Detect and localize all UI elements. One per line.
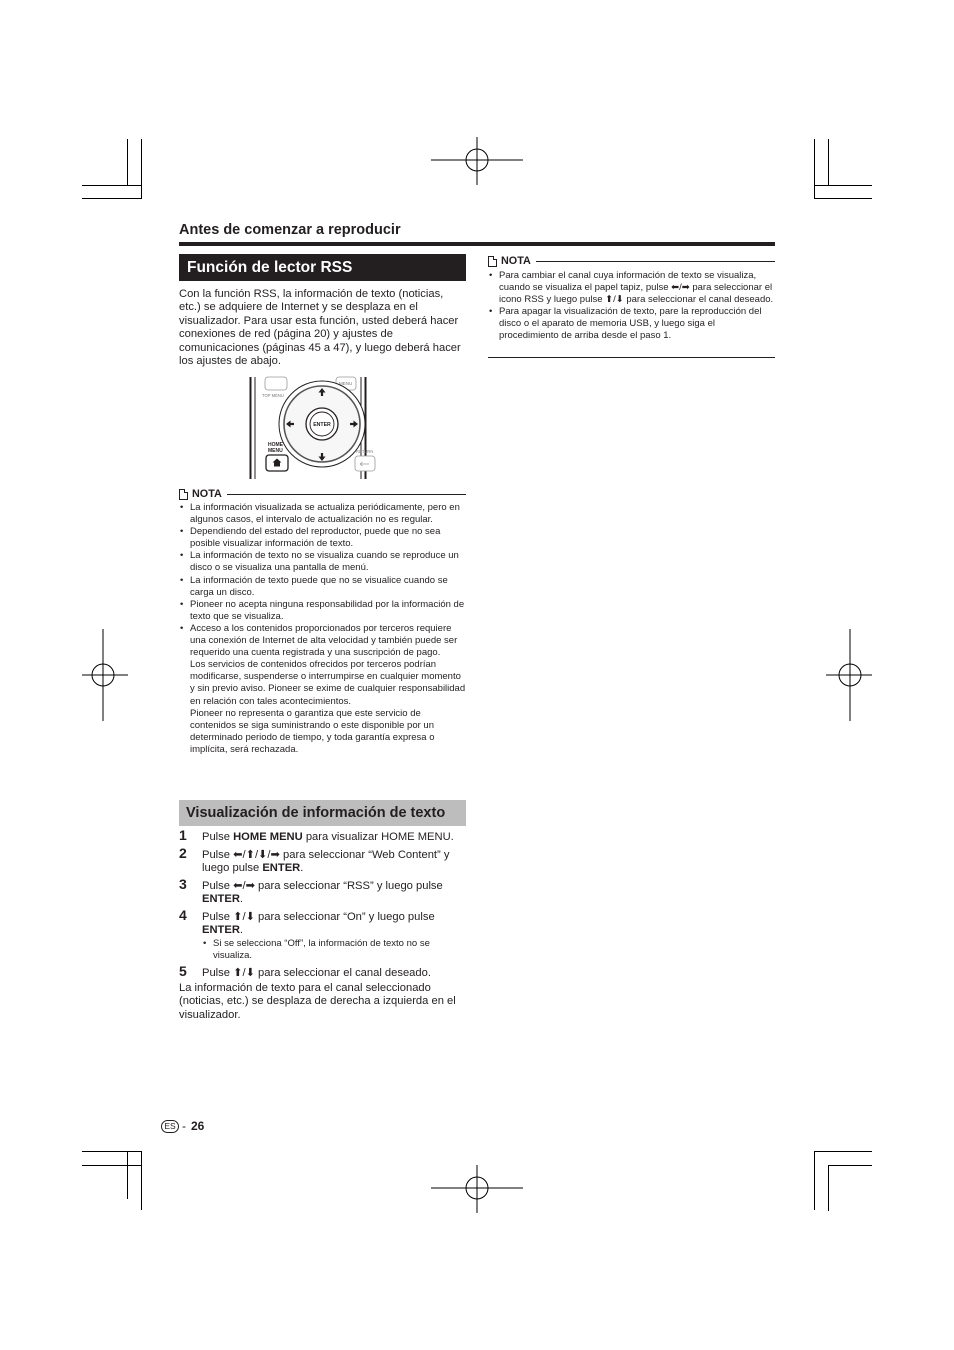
step-text-part: Pulse ⬅/⬆/⬇/➡ para seleccionar “Web Content” y luego pulse xyxy=(202,849,450,874)
step-text xyxy=(202,880,443,905)
remote-control-illustration xyxy=(249,377,374,479)
registration-mark-top xyxy=(431,137,523,185)
step-text-part: Pulse ⬆/⬇ para seleccionar el canal deseado. xyxy=(202,967,431,979)
rss-title: Función de lector RSS xyxy=(179,254,466,281)
enter-label: ENTER xyxy=(313,422,331,428)
step-text xyxy=(202,831,454,843)
language-badge: ES xyxy=(161,1120,179,1133)
section-rule xyxy=(179,242,775,246)
nota-left-rule xyxy=(227,494,466,495)
step-number: 5 xyxy=(179,963,187,979)
return-button xyxy=(355,456,375,471)
step-text-part: . xyxy=(239,893,244,905)
step-number: 1 xyxy=(179,827,187,843)
step-note: • Si se selecciona “Off”, la información de texto no se visualiza. xyxy=(202,938,466,962)
list-item: • Para cambiar el canal cuya información de texto se visualiza, cuando se visualiza el papel tapiz, pulse ⬅/➡ para seleccionar el icono RSS y luego pulse ⬆/⬇ para seleccionar el canal deseado. xyxy=(488,270,775,306)
top-menu-button xyxy=(265,377,287,390)
list-item: • Para apagar la visualización de texto, pare la reproducción del disco o el aparato de memoria USB, y luego siga el procedimiento de arriba desde el paso 1. xyxy=(488,306,775,342)
display-title: Visualización de información de texto xyxy=(179,800,466,826)
nota-left-title: NOTA xyxy=(192,488,222,500)
note-icon xyxy=(488,256,497,267)
step-number: 3 xyxy=(179,876,187,892)
list-item: • La información visualizada se actualiza periódicamente, pero en algunos casos, el intervalo de actualización no es regular. xyxy=(179,502,466,526)
steps-list xyxy=(179,827,466,1022)
step-text-part: Pulse ⬆/⬇ para seleccionar “On” y luego pulse xyxy=(202,911,435,923)
nota-right xyxy=(488,255,775,343)
list-item: • La información de texto no se visualiza cuando se reproduce un disco o se visualiza una pantalla de menú. xyxy=(179,550,466,574)
step-2 xyxy=(179,845,466,875)
registration-mark-right xyxy=(826,629,872,721)
registration-mark-left xyxy=(82,629,128,721)
top-menu-label: TOP MENU xyxy=(262,393,284,398)
page-number-value: 26 xyxy=(191,1119,205,1133)
step-text-bold: ENTER xyxy=(202,893,240,905)
nota-left-header xyxy=(179,488,466,500)
rss-intro: Con la función RSS, la información de texto (noticias, etc.) se adquiere de Internet y se desplaza en el visualizador. Para usar esta función, usted deberá hacer conexiones de red (página 20) y ajustes de comunicaciones (páginas 45 a 47), y luego deberá hacer los ajustes de abajo. xyxy=(179,288,461,368)
step-text-part: Pulse ⬅/➡ para seleccionar “RSS” y luego pulse xyxy=(202,880,443,892)
registration-mark-bottom xyxy=(431,1165,523,1213)
note-icon xyxy=(179,489,188,500)
step-text xyxy=(202,849,449,874)
home-menu-label-1: HOME xyxy=(268,442,283,448)
step-text-bold: ENTER xyxy=(202,924,240,936)
step-text-part: Pulse xyxy=(202,831,234,843)
page-separator: - xyxy=(182,1119,186,1133)
list-item: Los servicios de contenidos ofrecidos por terceros podrían modificarse, suspenderse o interrumpirse en cualquier momento y sin previo aviso. Pioneer se exime de cualquier responsabilidad en relación con tales acontecimientos. xyxy=(190,659,466,707)
step-text xyxy=(202,967,431,979)
step-text-bold: HOME MENU xyxy=(233,831,303,843)
menu-label: MENU xyxy=(339,381,353,386)
list-item: • Dependiendo del estado del reproductor, puede que no sea posible visualizar información de texto. xyxy=(179,526,466,550)
nota-right-bottom-rule xyxy=(488,357,775,358)
nota-right-list xyxy=(488,270,775,343)
step-text-part: . xyxy=(239,924,244,936)
step-3 xyxy=(179,876,466,906)
return-label: RETURN xyxy=(356,449,374,454)
list-item: Pioneer no representa o garantiza que este servicio de contenidos se siga suministrando o este disponible por un determinado periodo de tiempo, y toda garantía expresa o implícita, será rechazada. xyxy=(190,707,435,755)
list-item: • Pioneer no acepta ninguna responsabilidad por la información de texto que se visualiza. xyxy=(179,599,466,623)
home-menu-label-2: MENU xyxy=(268,448,283,454)
step-1 xyxy=(179,827,466,844)
step-4 xyxy=(179,907,466,962)
step-text-bold: ENTER xyxy=(262,862,301,874)
nota-left-list xyxy=(179,502,466,756)
list-item: • La información de texto puede que no se visualice cuando se carga un disco. xyxy=(179,575,466,599)
step-text xyxy=(202,911,435,936)
step-number: 2 xyxy=(179,845,187,861)
nota-left xyxy=(179,488,466,756)
section-header: Antes de comenzar a reproducir xyxy=(179,222,401,238)
steps-conclusion: La información de texto para el canal seleccionado (noticias, etc.) se desplaza de derecha a izquierda en el visualizador. xyxy=(179,982,456,1021)
nota-right-rule xyxy=(536,261,775,262)
page-number xyxy=(161,1119,204,1133)
nota-right-title: NOTA xyxy=(501,255,531,267)
list-item: • Acceso a los contenidos proporcionados por terceros requiere una conexión de Internet de alta velocidad y también puede ser requerido una cuenta registrada y una suscripción de pago. xyxy=(179,623,466,659)
nota-right-header xyxy=(488,255,775,267)
step-number: 4 xyxy=(179,907,187,923)
step-text-part: para visualizar HOME MENU. xyxy=(302,831,454,843)
step-text-part: . xyxy=(300,862,304,874)
step-5 xyxy=(179,963,466,980)
